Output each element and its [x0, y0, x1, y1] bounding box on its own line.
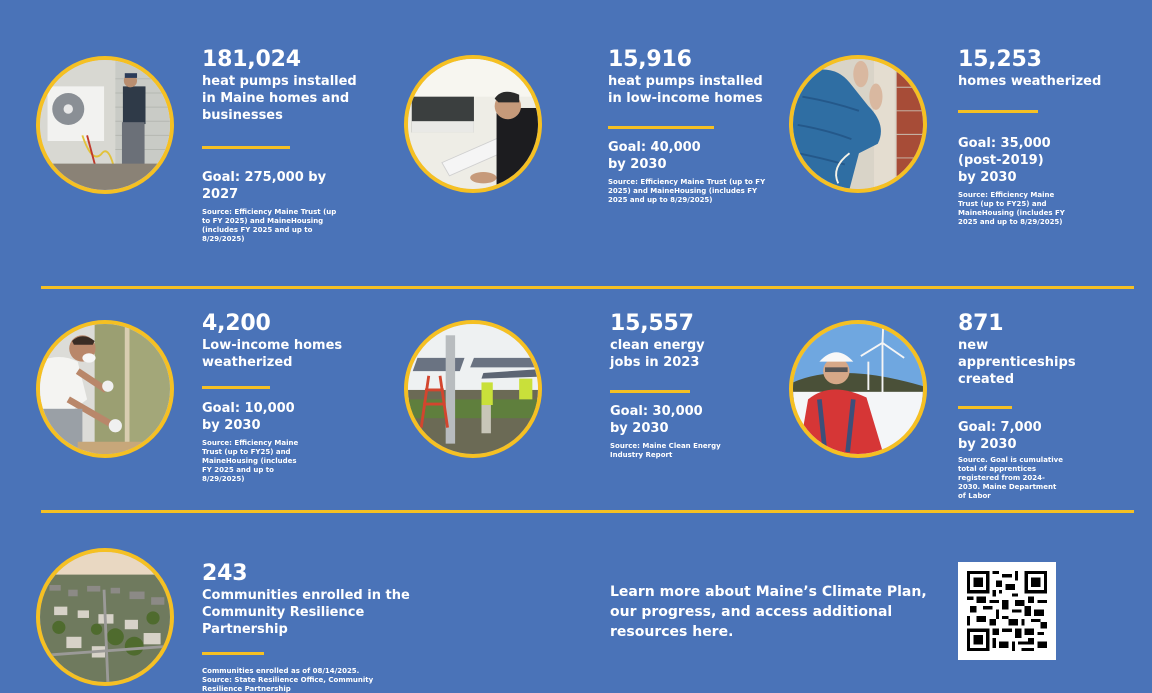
stat-goal: Goal: 35,000 (post-2019) by 2030	[958, 136, 1051, 185]
insulation-worker-photo	[36, 320, 174, 458]
stat-description: clean energy jobs in 2023	[610, 338, 705, 370]
weatherization-window-photo	[789, 55, 927, 193]
stat-underline	[202, 386, 270, 389]
stat-underline	[958, 110, 1038, 113]
learn-more-text: Learn more about Maine’s Climate Plan, our progress, and access additional resources here.	[610, 584, 927, 640]
stat-source: Communities enrolled as of 08/14/2025. Source: State Resilience Office, Community Resilience Partnership	[202, 667, 374, 693]
stat-description: homes weatherized	[958, 74, 1102, 89]
aerial-town-photo	[36, 548, 174, 686]
heat-pump-outdoor-photo	[36, 56, 174, 194]
stat-description: heat pumps installed in low-income homes	[608, 74, 763, 106]
stat-number: 181,024	[202, 47, 301, 72]
stat-clean-energy-jobs	[610, 312, 785, 460]
stat-description: heat pumps installed in Maine homes and businesses	[202, 74, 357, 123]
stat-goal: Goal: 7,000 by 2030	[958, 420, 1042, 452]
stat-heat-pumps-total	[202, 48, 377, 244]
qr-code[interactable]	[958, 562, 1056, 660]
stat-description: Low-income homes weatherized	[202, 338, 343, 370]
stat-description: Communities enrolled in the Community Resilience Partnership	[202, 588, 410, 637]
stat-goal: Goal: 10,000 by 2030	[202, 401, 295, 433]
stat-source: Source: Maine Clean Energy Industry Report	[610, 442, 721, 459]
stat-resilience-communities	[202, 562, 462, 693]
stat-source: Source: Efficiency Maine Trust (up to FY 2025) and MaineHousing (includes FY 2025 and up to 8/29/2025)	[608, 178, 766, 204]
stat-heat-pumps-low-income	[608, 48, 783, 205]
stat-number: 15,916	[608, 47, 692, 72]
stat-underline	[608, 126, 714, 129]
stat-number: 4,200	[202, 311, 271, 336]
stat-source: Source: Efficiency Maine Trust (up to FY25) and MaineHousing (includes FY 2025 and up to 8/29/2025)	[202, 439, 299, 483]
stat-number: 871	[958, 311, 1004, 336]
stat-source: Source: Efficiency Maine Trust (up to FY25) and MaineHousing (includes FY 2025 and up to 8/29/2025)	[958, 191, 1065, 226]
stat-underline	[202, 652, 264, 655]
stat-apprenticeships	[958, 312, 1133, 501]
stat-goal: Goal: 40,000 by 2030	[608, 140, 701, 172]
section-divider-2	[41, 510, 1134, 513]
stat-underline	[202, 146, 290, 149]
stat-number: 243	[202, 561, 248, 586]
stat-source: Source. Goal is cumulative total of apprentices registered from 2024-2030. Maine Department of Labor	[958, 456, 1063, 500]
stat-goal: Goal: 275,000 by 2027	[202, 170, 327, 202]
qr-code-icon	[967, 571, 1047, 651]
stat-description: new apprenticeships created	[958, 338, 1076, 387]
stat-number: 15,557	[610, 311, 694, 336]
section-divider-1	[41, 286, 1134, 289]
solar-installation-photo	[404, 320, 542, 458]
stat-underline	[958, 406, 1012, 409]
stat-source: Source: Efficiency Maine Trust (up to FY 2025) and MaineHousing (includes FY 2025 and up to 8/29/2025)	[202, 208, 337, 243]
heat-pump-indoor-photo	[404, 55, 542, 193]
stat-number: 15,253	[958, 47, 1042, 72]
stat-goal: Goal: 30,000 by 2030	[610, 404, 703, 436]
apprentice-wind-turbine-photo	[789, 320, 927, 458]
stat-low-income-weatherized	[202, 312, 377, 484]
stat-underline	[610, 390, 690, 393]
stat-homes-weatherized	[958, 48, 1133, 227]
